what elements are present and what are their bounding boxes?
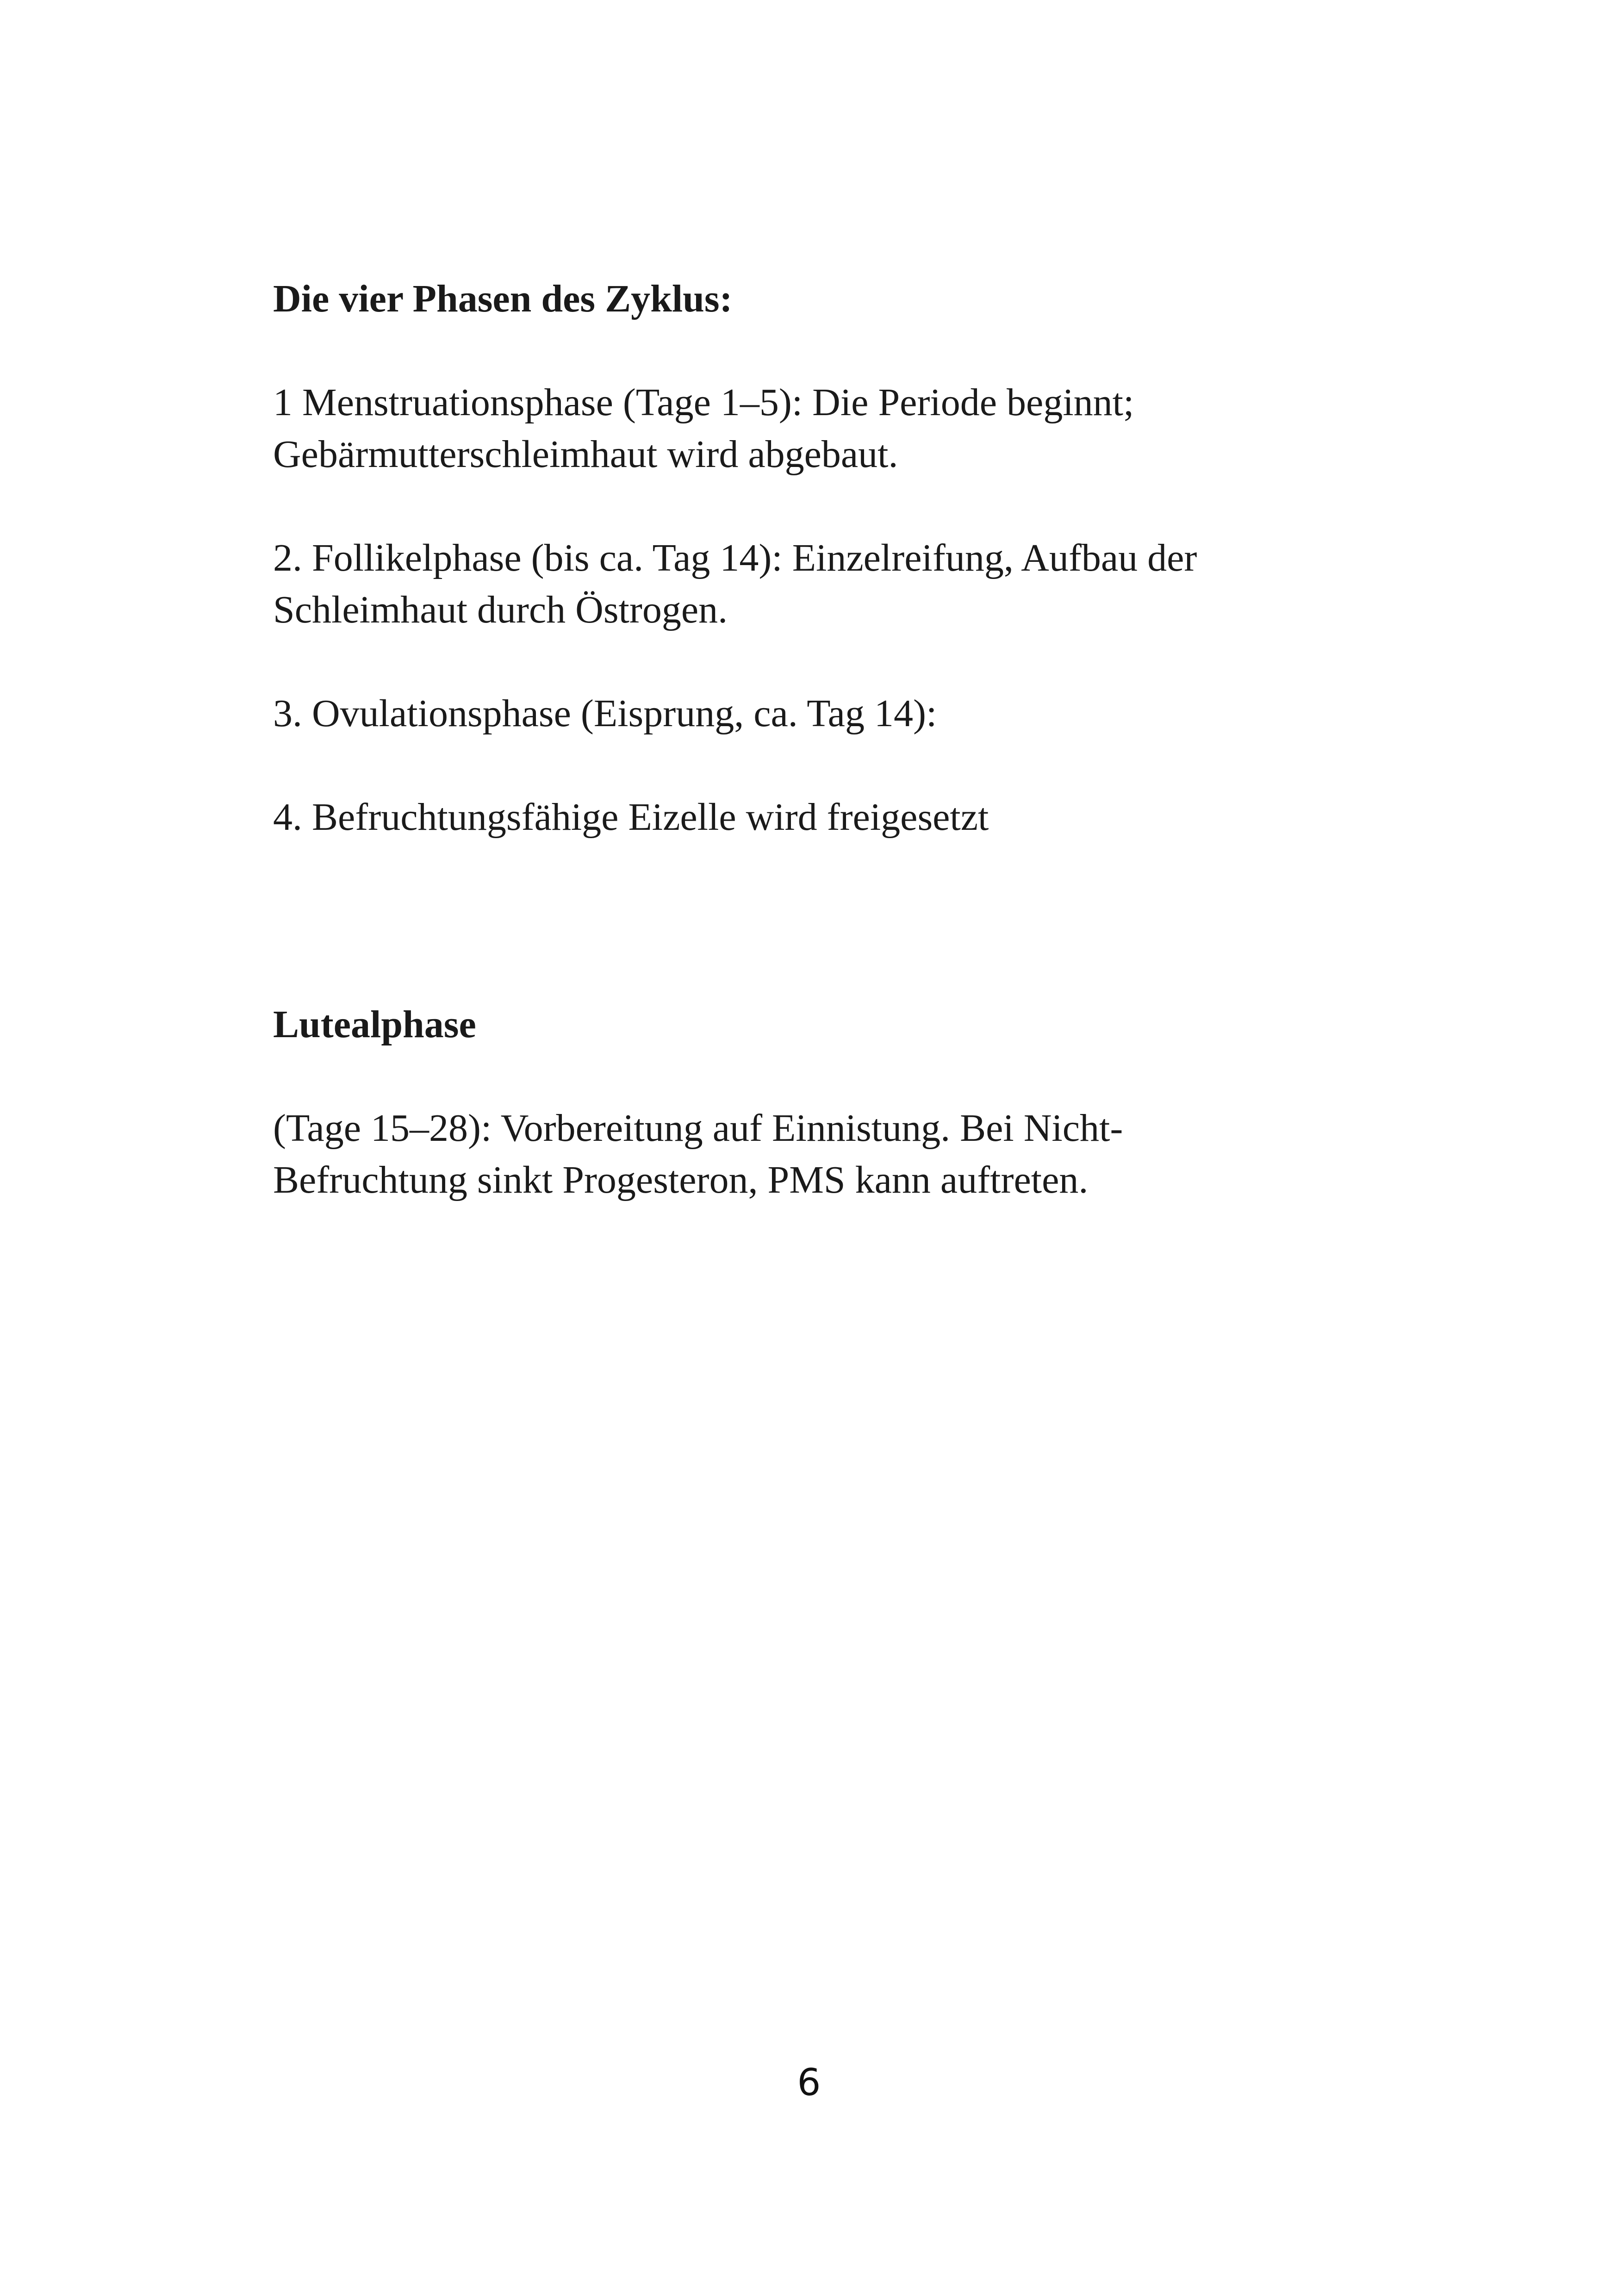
phase-item-3-line-1: 3. Ovulationsphase (Eisprung, ca. Tag 14): bbox=[273, 692, 937, 735]
phase-item-2-line-2: Schleimhaut durch Östrogen. bbox=[273, 588, 728, 631]
section-heading-phases: Die vier Phasen des Zyklus: bbox=[273, 277, 733, 320]
lutealphase-line-2: Befruchtung sinkt Progesteron, PMS kann auftreten. bbox=[273, 1158, 1089, 1201]
phase-item-4 bbox=[273, 791, 1347, 843]
phase-item-1-line-2: Gebärmutterschleimhaut wird abgebaut. bbox=[273, 433, 898, 476]
page-number: 6 bbox=[797, 2061, 821, 2104]
lutealphase-line-1: (Tage 15–28): Vorbereitung auf Einnistung. Bei Nicht- bbox=[273, 1107, 1123, 1150]
lutealphase-paragraph bbox=[273, 1102, 1347, 1206]
section-heading-lutealphase: Lutealphase bbox=[273, 1003, 476, 1046]
phase-item-4-line-1: 4. Befruchtungsfähige Eizelle wird freigesetzt bbox=[273, 796, 989, 839]
phase-item-3 bbox=[273, 688, 1347, 740]
phase-item-1 bbox=[273, 377, 1347, 480]
page-content bbox=[273, 273, 1347, 1206]
phase-item-1-line-1: 1 Menstruationsphase (Tage 1–5): Die Periode beginnt; bbox=[273, 381, 1134, 424]
phase-item-2-line-1: 2. Follikelphase (bis ca. Tag 14): Einzelreifung, Aufbau der bbox=[273, 536, 1197, 579]
phase-item-2 bbox=[273, 532, 1347, 636]
